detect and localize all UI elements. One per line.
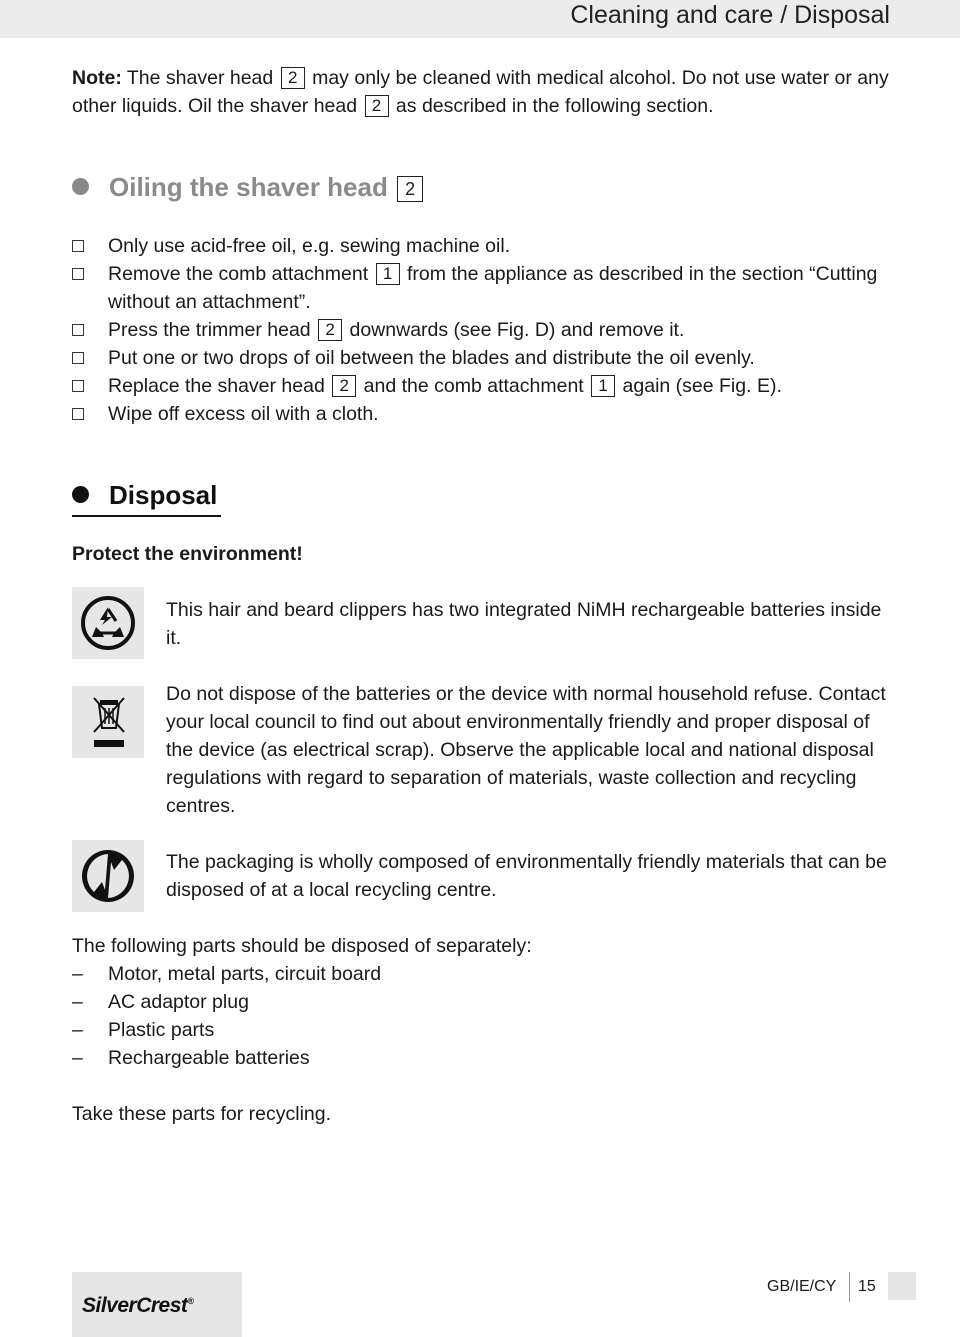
bullet-icon [72,486,89,503]
step-text: Put one or two drops of oil between the blades and distribute the oil evenly. [108,347,755,369]
step-text: Remove the comb attachment [108,263,374,285]
note-text: may only be cleaned with medical alcohol. Do not use water or any other liquids. Oil the shaver head [72,67,889,117]
part-text: Motor, metal parts, circuit board [108,963,382,985]
part-ref: 1 [376,263,400,285]
step-text: and the comb attachment [358,375,590,397]
logo-text [82,1294,194,1318]
part-ref: 2 [397,176,423,202]
brand-logo [72,1272,242,1337]
part-text: Rechargeable batteries [108,1047,310,1069]
checkbox-icon [72,380,84,392]
checkbox-icon [72,408,84,420]
country-codes: GB/IE/CY [767,1278,837,1295]
step-text: Press the trimmer head [108,319,317,341]
bullet-icon [72,178,89,195]
list-item [72,232,902,260]
oiling-steps [72,232,902,428]
part-ref: 2 [318,319,342,341]
checkbox-icon [72,268,84,280]
disposal-heading-text: Disposal [109,480,218,510]
step-text: Replace the shaver head [108,375,331,397]
step-text: Wipe off excess oil with a cloth. [108,403,379,425]
list-item [72,400,902,428]
step-text: from the appliance as described in the section “Cutting without an attachment”. [108,263,878,313]
list-item [72,960,902,988]
recycle-icon [72,587,144,659]
part-text: AC adaptor plug [108,991,249,1013]
dash: – [72,991,83,1013]
note-label: Note: [72,67,122,89]
page-header [0,0,960,38]
checkbox-icon [72,324,84,336]
page-number: 15 [858,1278,876,1295]
page-tab [888,1272,916,1300]
note-text: as described in the following section. [390,95,714,117]
parts-list [72,960,902,1072]
page-title: Cleaning and care / Disposal [570,1,890,29]
dash: – [72,1047,83,1069]
closing-text: Take these parts for recycling. [72,1103,332,1125]
part-ref: 1 [591,375,615,397]
disposal-heading [72,480,217,510]
part-text: Plastic parts [108,1019,215,1041]
list-item [72,1016,902,1044]
part-ref: 2 [332,375,356,397]
packaging-note: The packaging is wholly composed of environmentally friendly materials that can be disposed of at a local recycling centre. [166,851,887,901]
part-ref: 2 [281,67,305,89]
list-item [72,988,902,1016]
battery-note: This hair and beard clippers has two integrated NiMH rechargeable batteries inside it. [166,599,882,649]
checkbox-icon [72,240,84,252]
note-text: The shaver head [121,67,279,89]
disposal-note: Do not dispose of the batteries or the device with normal household refuse. Contact your local council to find out about environmentally friendly and proper disposal of the device (as electrical scrap). Observe the applicable local and national disposal regulations with regard to separation of materials, waste collection and recycling centres. [166,683,886,817]
list-item [72,372,902,400]
list-item [72,344,902,372]
dash: – [72,1019,83,1041]
checkbox-icon [72,352,84,364]
step-text: again (see Fig. E). [617,375,782,397]
note-paragraph [72,64,892,120]
footer-divider [849,1272,850,1302]
oiling-heading-text: Oiling the shaver head [109,172,388,202]
logo-name: SilverCrest [82,1294,188,1317]
logo-mark: ® [187,1296,194,1306]
list-item [72,1044,902,1072]
green-dot-icon [72,840,144,912]
list-item [72,316,902,344]
crossed-bin-icon [72,686,144,758]
heading-underline [72,515,221,517]
protect-subheading: Protect the environment! [72,543,303,565]
parts-intro: The following parts should be disposed of separately: [72,935,532,957]
list-item [72,260,902,316]
step-text: Only use acid-free oil, e.g. sewing machine oil. [108,235,511,257]
dash: – [72,963,83,985]
oiling-heading [72,172,425,202]
step-text: downwards (see Fig. D) and remove it. [344,319,685,341]
part-ref: 2 [365,95,389,117]
